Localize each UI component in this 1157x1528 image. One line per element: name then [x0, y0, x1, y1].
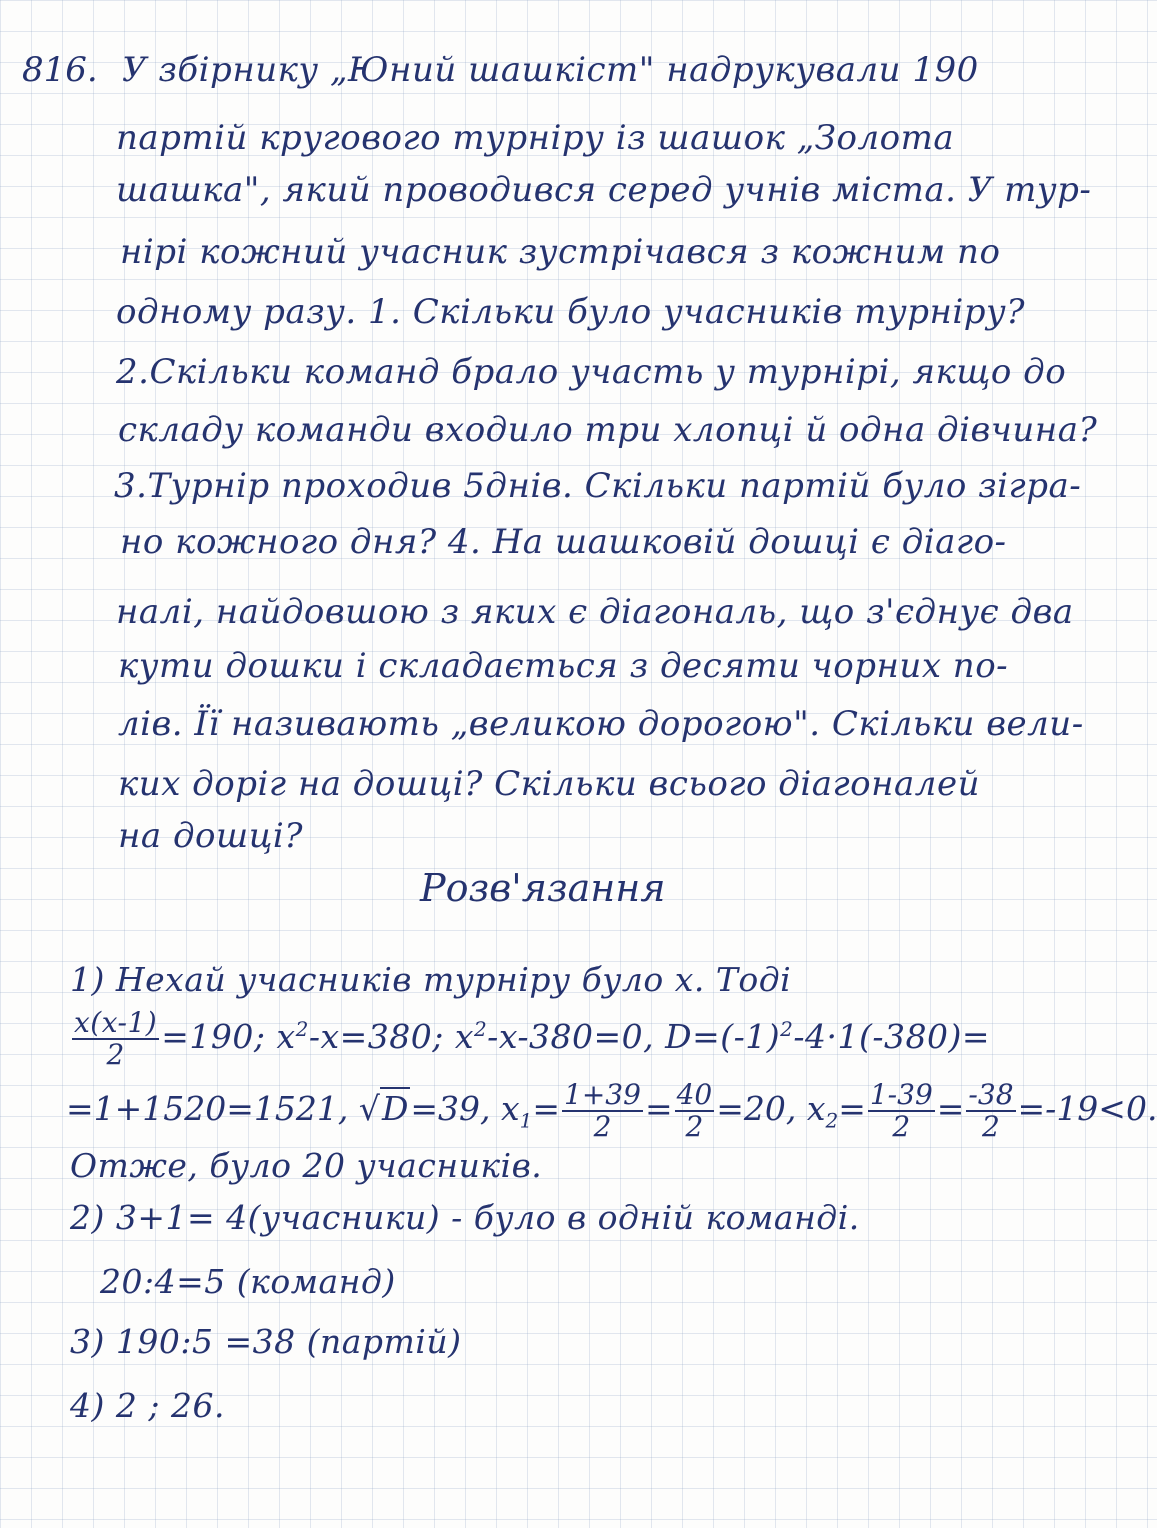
problem-line-2: партій кругового турніру із шашок „Золота	[116, 118, 955, 158]
problem-line-3: шашка", який проводився серед учнів міста. У тур-	[116, 170, 1092, 210]
solution-line-3: =1+1520=1521, √D=39, $x_1=$ $\frac{1+39}{2}$ = $\frac{40}{2}$ =20, $x_2=$ $\frac{1-39}{2}$ = $\frac{-38}{2}$ =-19<0.	[66, 1078, 1157, 1143]
solution-line-7: 3) 190:5 =38 (партій)	[70, 1322, 462, 1361]
problem-number: 816.	[22, 50, 98, 90]
fraction: $\frac{-38}{2}$	[968, 1078, 1014, 1143]
problem-line-8: 3.Турнір проходив 5днів. Скільки партій було зігра-	[114, 466, 1082, 506]
problem-line-5: одному разу. 1. Скільки було учасників турніру?	[116, 292, 1025, 332]
solution-line-5: 2) 3+1= 4(учасники) - було в одній команді.	[70, 1198, 860, 1237]
fraction: $\frac{1-39}{2}$	[869, 1078, 933, 1143]
solution-line-6: 20:4=5 (команд)	[100, 1262, 396, 1301]
solution-line-2: $\frac{x(x-1)}{2}$ =190; $x^2-x=380$; $x^2-x-380=0$, $D=(-1)^2-4\cdot 1(-380)=$	[74, 1006, 991, 1071]
fraction: $\frac{40}{2}$	[676, 1078, 713, 1143]
problem-line-11: кути дошки і складається з десяти чорних по-	[118, 646, 1009, 686]
problem-line-13: ких доріг на дошці? Скільки всього діагоналей	[118, 764, 980, 804]
square-root: √D	[358, 1089, 409, 1128]
problem-line-1: У збірнику „Юний шашкіст" надрукували 190	[122, 50, 979, 90]
problem-line-9: но кожного дня? 4. На шашковій дошці є діаго-	[120, 522, 1007, 562]
problem-line-10: налі, найдовшою з яких є діагональ, що з'єднує два	[116, 592, 1074, 632]
problem-line-12: лів. Її називають „великою дорогою". Скільки вели-	[118, 704, 1084, 744]
solution-line-8: 4) 2 ; 26.	[70, 1386, 225, 1425]
solution-line-4: Отже, було 20 учасників.	[70, 1146, 543, 1185]
fraction: $\frac{x(x-1)}{2}$	[74, 1006, 158, 1071]
problem-line-7: складу команди входило три хлопці й одна дівчина?	[118, 410, 1098, 450]
solution-heading: Розв'язання	[420, 866, 666, 910]
problem-line-4: нірі кожний учасник зустрічався з кожним по	[120, 232, 1001, 272]
problem-line-14: на дошці?	[118, 816, 304, 856]
problem-line-6: 2.Скільки команд брало участь у турнірі, якщо до	[116, 352, 1067, 392]
fraction: $\frac{1+39}{2}$	[564, 1078, 641, 1143]
solution-line-1: 1) Нехай учасників турніру було x. Тоді	[70, 960, 792, 999]
